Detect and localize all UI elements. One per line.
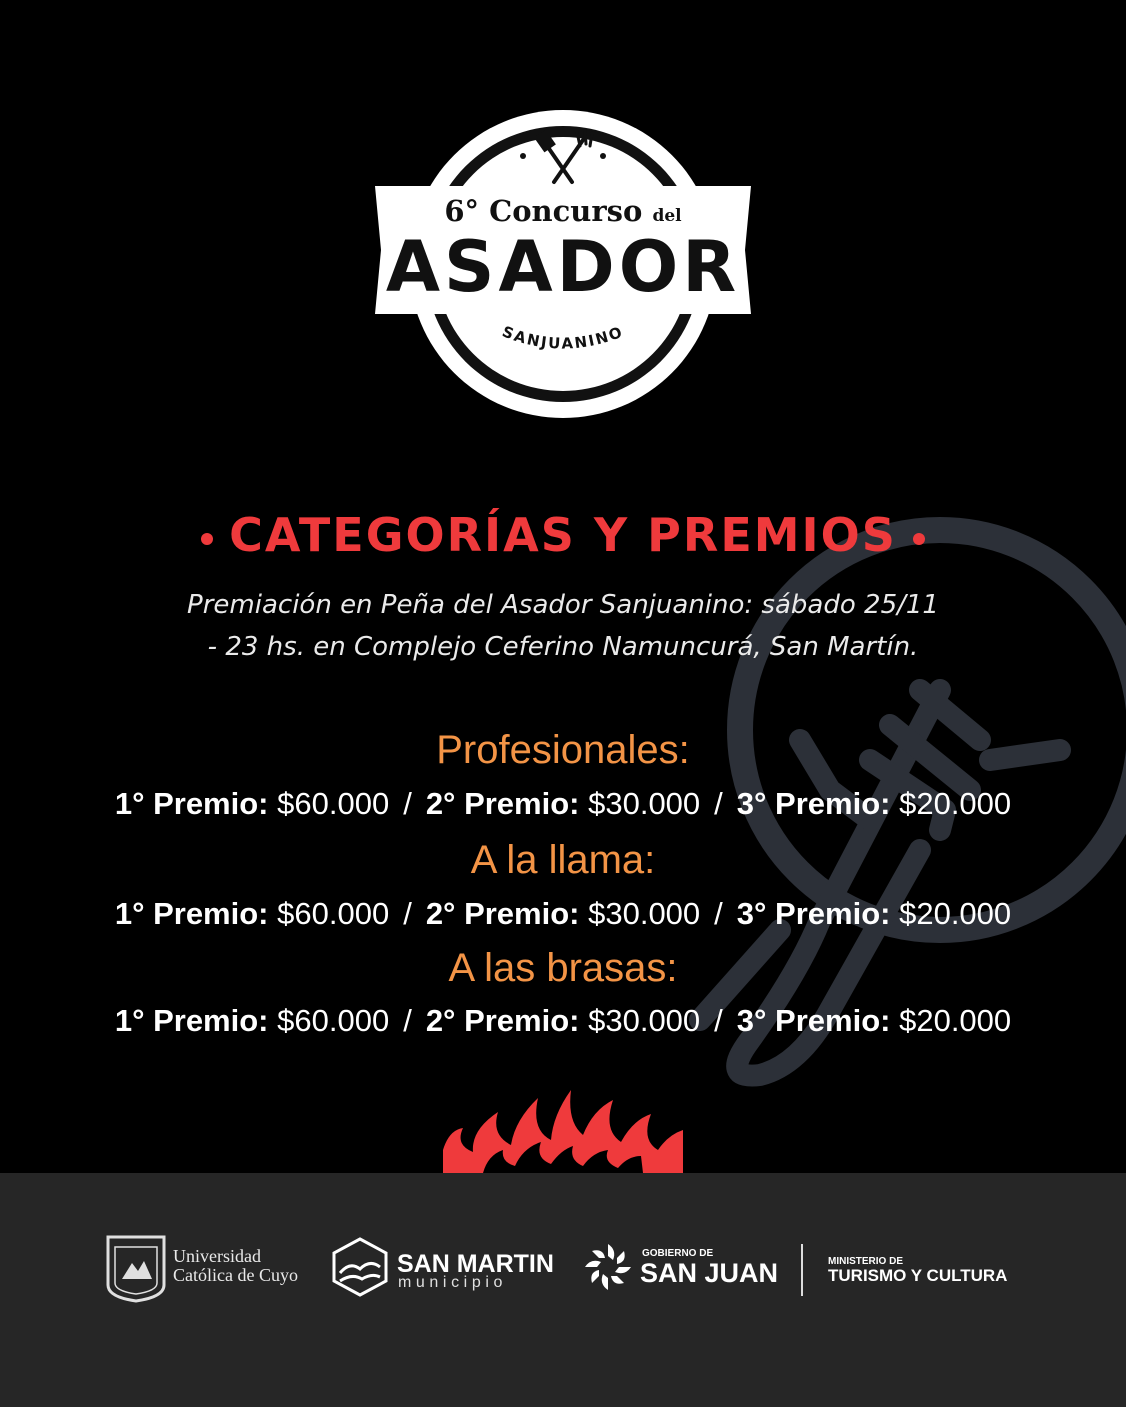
san-juan-title: SAN JUAN [640,1258,779,1288]
prize-label: 3° Premio: [736,1003,891,1038]
prize-label: 2° Premio: [425,1003,580,1038]
category-title: A la llama: [470,838,656,882]
prize-label: 3° Premio: [736,786,891,821]
ucc-line-2: Católica de Cuyo [173,1265,298,1285]
bullet-dot-icon [201,533,213,545]
section-heading [0,508,1126,562]
bullet-dot-icon [913,533,925,545]
prize-amount: $60.000 [277,896,390,931]
prize-label: 3° Premio: [736,896,891,931]
prize-amount: $30.000 [588,786,701,821]
subtitle-line-2: - 23 hs. en Complejo Ceferino Namuncurá, San Martín. [207,632,919,662]
category-title: Profesionales: [436,728,690,772]
ministerio-top: MINISTERIO DE [828,1256,904,1267]
prize-amount: $20.000 [899,896,1012,931]
emblem-del-text: del [652,206,682,226]
ucc-shield-logo [106,1235,166,1303]
san-martin-hexagon-logo [330,1237,390,1297]
emblem-arc-text: SANJUANINO [499,322,627,353]
ucc-line-1: Universidad [173,1246,261,1266]
sponsors-footer [0,1173,1126,1407]
prize-separator: / [403,1003,412,1038]
award-ceremony-info [0,584,1126,668]
san-juan-top: GOBIERNO DE [642,1248,714,1259]
prize-separator: / [714,1003,723,1038]
contest-emblem [0,0,1126,440]
prize-amount: $30.000 [588,1003,701,1038]
prize-separator: / [403,786,412,821]
emblem-edition-text: 6° Concurso [444,194,643,228]
emblem-title: ASADOR [385,226,741,308]
prize-separator: / [403,896,412,931]
subtitle-line-1: Premiación en Peña del Asador Sanjuanino: sábado 25/11 [187,590,939,620]
prize-row [0,786,1126,822]
prize-separator: / [714,786,723,821]
prize-label: 1° Premio: [114,1003,269,1038]
prize-amount: $60.000 [277,1003,390,1038]
prize-amount: $20.000 [899,1003,1012,1038]
san-martin-subtitle: municipio [398,1274,507,1291]
san-martin-title: SAN MARTIN [397,1250,554,1278]
san-juan-sun-logo [583,1242,633,1292]
heading-text: CATEGORÍAS Y PREMIOS [229,508,897,562]
prize-row [0,1003,1126,1039]
prize-amount: $30.000 [588,896,701,931]
logo-divider [801,1244,803,1296]
prize-amount: $20.000 [899,786,1012,821]
prize-label: 2° Premio: [425,786,580,821]
prize-amount: $60.000 [277,786,390,821]
emblem-edition [0,194,1126,228]
prize-label: 2° Premio: [425,896,580,931]
category-title: A las brasas: [448,946,678,990]
ucc-name [173,1247,298,1285]
ministerio-title: TURISMO Y CULTURA [828,1266,1008,1285]
prize-label: 1° Premio: [114,786,269,821]
prize-row [0,896,1126,932]
flames-icon [443,1090,683,1173]
prize-label: 1° Premio: [114,896,269,931]
prize-separator: / [714,896,723,931]
